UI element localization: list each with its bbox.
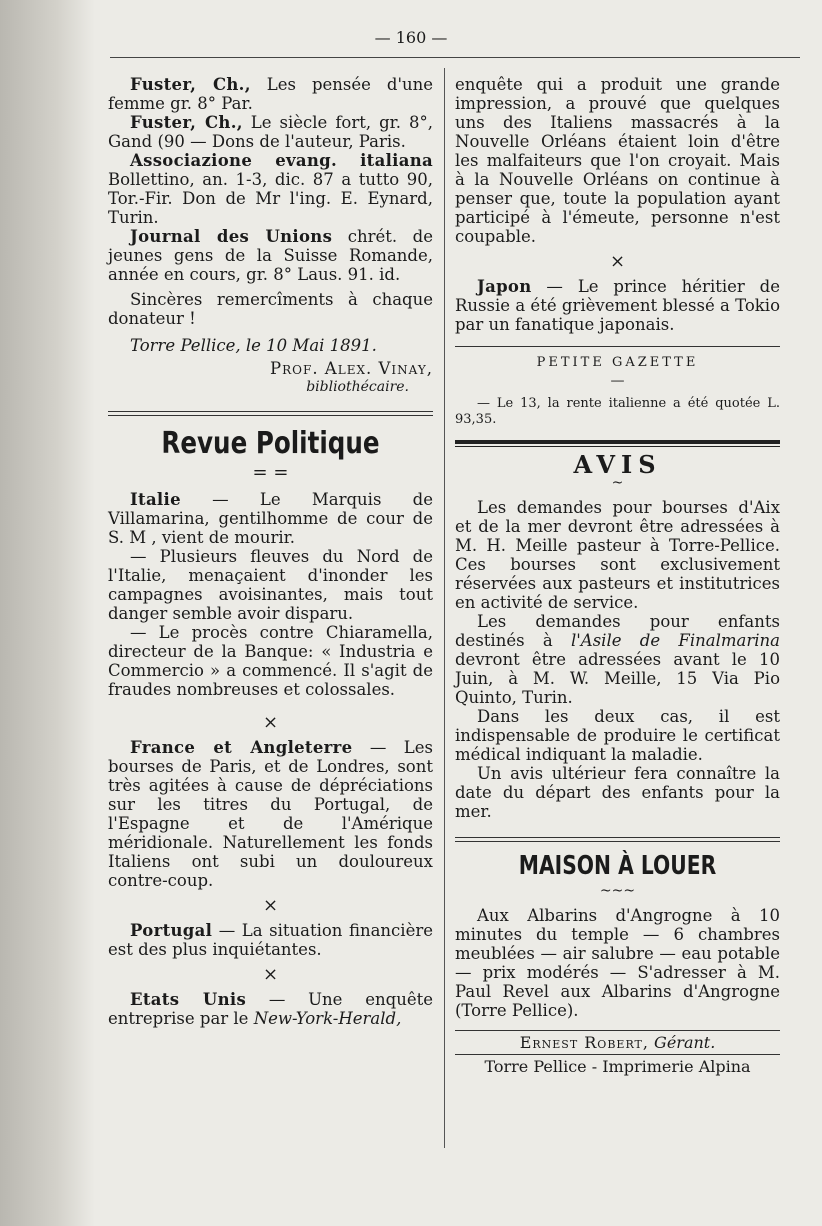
signature-role: bibliothécaire. — [306, 379, 409, 395]
signature: Prof. Alex. Vinay, — [270, 359, 433, 378]
donation-entry: Associazione evang. italiana Bollettino, an. 1-3, dic. 87 a tutto 90, Tor.-Fir. Don de Mr l'ing. E. Eynard, Turin. — [108, 151, 433, 227]
portugal-news: Portugal — La situation financière est des plus inquiétantes. — [108, 921, 433, 959]
top-rule — [110, 57, 800, 58]
section-rule — [108, 411, 433, 416]
footer-rule — [455, 1030, 780, 1031]
donation-entry: Fuster, Ch., Les pensée d'une femme gr. 8° Par. — [108, 75, 433, 113]
maison-rule — [455, 837, 780, 842]
italie-news: Italie — Le Marquis de Villamarina, gentilhomme de cour de S. M , vient de mourir. — [108, 490, 433, 547]
page-number: — 160 — — [374, 28, 448, 47]
left-column — [108, 75, 433, 1028]
separator-cross: × — [262, 964, 279, 985]
avis-heading: AVIS — [573, 450, 662, 479]
gazette-ornament: — — [610, 373, 625, 389]
footer-rule — [455, 1054, 780, 1055]
maison-text: Aux Albarins d'Angrogne à 10 minutes du temple — 6 chambres meublées — air salubre — eau potable — prix modérés — S'adresser à M. Paul Revel aux Albarins d'Angrogne (Torre Pellice). — [455, 906, 780, 1020]
imprimerie-line: Torre Pellice - Imprimerie Alpina — [484, 1057, 751, 1076]
page-shadow — [0, 0, 95, 1226]
avis-paragraph: Les demandes pour enfants destinés à l'Asile de Finalmarina devront être adressées avant le 10 Juin, à M. W. Meille, 15 Via Pio Quinto, Turin. — [455, 612, 780, 707]
revue-politique-heading: Revue Politique — [161, 426, 380, 461]
thanks-text: Sincères remercîments à chaque donateur ! — [108, 290, 433, 328]
avis-paragraph: Dans les deux cas, il est indispensable de produire le certificat médical indiquant la maladie. — [455, 707, 780, 764]
petite-gazette-heading: PETITE GAZETTE — [536, 355, 699, 370]
avis-paragraph: Les demandes pour bourses d'Aix et de la mer devront être adressées à M. H. Meille pasteur à Torre-Pellice. Ces bourses sont exclusivement réservées aux pasteurs et institutrices en activité de service. — [455, 498, 780, 612]
place-date: Torre Pellice, le 10 Mai 1891. — [130, 336, 377, 355]
column-divider — [444, 68, 445, 1148]
japon-news: Japon — Le prince héritier de Russie a été grièvement blessé a Tokio par un fanatique japonais. — [455, 277, 780, 334]
avis-paragraph: Un avis ultérieur fera connaître la date du départ des enfants pour la mer. — [455, 764, 780, 821]
france-news: France et Angleterre — Les bourses de Paris, et de Londres, sont très agitées à cause de dépréciations sur les titres du Portugal, de l'Espagne et de l'Amérique méridionale. Naturellement les fonds Italiens ont subi un douloureux contre-coup. — [108, 738, 433, 890]
italie-news-3: — Le procès contre Chiaramella, directeur de la Banque: « Industria e Commercio » a commencé. Il s'agit de fraudes nombreuses et colossales. — [108, 623, 433, 699]
enquete-continuation: enquête qui a produit une grande impression, a prouvé que quelques uns des Italiens massacrés à la Nouvelle Orléans étaient loin d'être les malfaiteurs que l'on croyait. Mais à la Nouvelle Orléans on continue à penser que, toute la population ayant participé à l'émeute, personne n'est coupable. — [455, 75, 780, 246]
separator-cross: × — [262, 895, 279, 916]
donation-entry: Fuster, Ch., Le siècle fort, gr. 8°, Gand (90 — Dons de l'auteur, Paris. — [108, 113, 434, 151]
donation-entry: Journal des Unions chrét. de jeunes gens de la Suisse Romande, année en cours, gr. 8° Laus. 91. id. — [108, 227, 433, 284]
separator-cross: × — [262, 712, 279, 733]
gerant-line: Ernest Robert, Gérant. — [519, 1033, 716, 1052]
gazette-text: — Le 13, la rente italienne a été quotée L. 93,35. — [455, 396, 780, 427]
avis-rule — [455, 440, 780, 447]
right-column — [455, 75, 780, 1076]
italie-news-2: — Plusieurs fleuves du Nord de l'Italie, menaçaient d'inonder les campagnes avoisinantes, mais tout danger semble avoir disparu. — [108, 547, 433, 623]
etats-unis-news: Etats Unis — Une enquête entreprise par le New-York-Herald, — [108, 990, 433, 1028]
separator-cross: × — [609, 251, 626, 272]
gazette-rule — [455, 346, 780, 347]
heading-ornament: = = — [252, 462, 289, 483]
maison-a-louer-heading: MAISON À LOUER — [518, 851, 717, 881]
maison-ornament: ~~~ — [599, 883, 636, 899]
avis-ornament: ~ — [611, 475, 624, 491]
